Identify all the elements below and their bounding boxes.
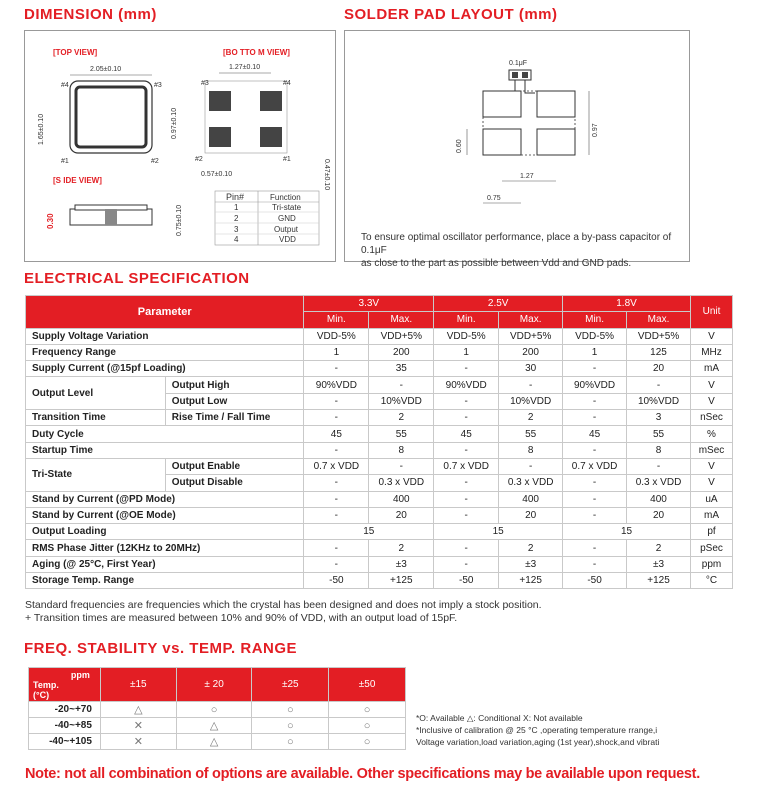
ppm-label: ppm <box>70 669 90 680</box>
value-cell: 0.7 x VDD <box>434 458 499 474</box>
value-cell: +125 <box>369 573 434 589</box>
unit-cell: V <box>690 393 732 409</box>
parameter-cell: Duty Cycle <box>26 426 304 442</box>
top-view-lid <box>76 87 146 147</box>
unit-cell: °C <box>690 573 732 589</box>
parameter-cell: Aging (@ 25°C, First Year) <box>26 556 304 572</box>
value-cell: - <box>563 556 627 572</box>
solder-pad-panel <box>344 30 690 269</box>
pin2-label: #2 <box>151 158 159 165</box>
table-row <box>29 718 406 734</box>
value-cell: +125 <box>627 573 691 589</box>
bottom-pin1-label: #1 <box>283 156 291 163</box>
parameter-cell: Output Level <box>26 377 166 410</box>
unit-cell: pf <box>690 524 732 540</box>
pin-row-pin: 1 <box>234 203 239 212</box>
stability-col-header: ±15 <box>100 668 176 702</box>
unit-cell: mSec <box>690 442 732 458</box>
value-cell: - <box>434 475 499 491</box>
table-row <box>26 377 733 393</box>
side-height-2-dim: 0.75±0.10 <box>176 204 183 236</box>
availability-cell: ○ <box>176 702 252 718</box>
pin-row-func: Tri-state <box>272 203 302 212</box>
value-cell: - <box>434 491 499 507</box>
value-cell: 2 <box>499 540 563 556</box>
unit-cell: uA <box>690 491 732 507</box>
value-cell: 400 <box>627 491 691 507</box>
parameter-cell: Stand by Current (@OE Mode) <box>26 507 304 523</box>
stability-col-header: ±25 <box>252 668 329 702</box>
value-cell: - <box>434 410 499 426</box>
value-cell: 8 <box>369 442 434 458</box>
dimension-panel <box>24 30 336 262</box>
unit-cell: MHz <box>690 344 732 360</box>
value-cell: 3 <box>627 410 691 426</box>
value-cell: 45 <box>563 426 627 442</box>
solder-w1-dim: 1.27 <box>520 173 534 180</box>
value-cell: ±3 <box>369 556 434 572</box>
freq-stability-heading: FREQ. STABILITY vs. TEMP. RANGE <box>24 640 298 657</box>
table-row <box>26 410 733 426</box>
value-cell: 20 <box>499 507 563 523</box>
value-cell: 125 <box>627 344 691 360</box>
value-cell: 0.3 x VDD <box>627 475 691 491</box>
table-row <box>26 524 733 540</box>
table-row <box>26 442 733 458</box>
value-cell: 2 <box>627 540 691 556</box>
bottom-view-label: [BO TTO M VIEW] <box>223 48 290 57</box>
value-cell: 35 <box>369 361 434 377</box>
bypass-note-line1: To ensure optimal oscillator performance, place a by-pass capacitor of 0.1μF <box>361 232 672 256</box>
value-cell: - <box>434 556 499 572</box>
availability-cell: ○ <box>252 702 329 718</box>
unit-header: Unit <box>690 296 732 329</box>
value-cell: 45 <box>304 426 369 442</box>
unit-cell: % <box>690 426 732 442</box>
parameter-cell: Output Loading <box>26 524 304 540</box>
bottom-pad-h-dim: 0.47±0.10 <box>323 159 330 191</box>
value-cell: ±3 <box>499 556 563 572</box>
bottom-pad-w-dim: 0.57±0.10 <box>201 171 233 178</box>
table-row <box>26 573 733 589</box>
availability-cell: ○ <box>329 702 406 718</box>
solder-pad-1 <box>537 129 575 155</box>
top-height-dim: 1.65±0.10 <box>38 113 45 145</box>
function-header: Function <box>270 193 301 202</box>
dimension-drawing <box>25 31 337 263</box>
value-cell: 55 <box>627 426 691 442</box>
pad-4 <box>209 91 231 111</box>
table-row <box>26 344 733 360</box>
value-cell: 8 <box>499 442 563 458</box>
bottom-pin2-label: #2 <box>195 156 203 163</box>
value-cell: - <box>563 442 627 458</box>
electrical-spec-table <box>25 295 733 589</box>
standard-freq-note: Standard frequencies are frequencies which the crystal has been designed and does not imply a stock position. <box>25 599 542 611</box>
value-cell: VDD+5% <box>369 328 434 344</box>
bottom-pin4-label: #4 <box>283 80 291 87</box>
value-cell: 1 <box>304 344 369 360</box>
value-cell: - <box>434 507 499 523</box>
table-row <box>29 734 406 750</box>
value-cell: 1 <box>434 344 499 360</box>
value-cell: -50 <box>304 573 369 589</box>
value-cell: - <box>563 475 627 491</box>
value-cell: 200 <box>499 344 563 360</box>
value-cell: 400 <box>369 491 434 507</box>
unit-cell: mA <box>690 507 732 523</box>
availability-cell: ○ <box>252 718 329 734</box>
value-cell: - <box>627 458 691 474</box>
value-cell: 1 <box>563 344 627 360</box>
stability-col-header: ± 20 <box>176 668 252 702</box>
temp-range-cell: -20~+70 <box>29 702 101 718</box>
value-cell: 20 <box>627 361 691 377</box>
electrical-heading: ELECTRICAL SPECIFICATION <box>24 270 250 287</box>
temp-label: Temp. <box>33 679 59 690</box>
value-cell: -50 <box>563 573 627 589</box>
value-cell: - <box>563 410 627 426</box>
solder-pad-4 <box>483 91 521 117</box>
pin-row-pin: 3 <box>234 225 239 234</box>
value-cell: 400 <box>499 491 563 507</box>
parameter-cell: Stand by Current (@PD Mode) <box>26 491 304 507</box>
value-cell: - <box>304 491 369 507</box>
value-cell: 0.7 x VDD <box>563 458 627 474</box>
value-cell: - <box>434 540 499 556</box>
pin-header: Pin# <box>226 192 245 202</box>
options-note: Note: not all combination of options are available. Other specifications may be available upon request. <box>25 766 700 782</box>
value-cell: +125 <box>499 573 563 589</box>
value-cell: 0.7 x VDD <box>304 458 369 474</box>
value-cell: - <box>304 540 369 556</box>
availability-cell: ✕ <box>100 718 176 734</box>
pin-row-func: Output <box>274 225 299 234</box>
value-cell: 10%VDD <box>627 393 691 409</box>
unit-cell: V <box>690 475 732 491</box>
sub-parameter-cell: Rise Time / Fall Time <box>165 410 304 426</box>
value-cell: 200 <box>369 344 434 360</box>
unit-cell: nSec <box>690 410 732 426</box>
transition-note: + Transition times are measured between 10% and 90% of VDD, with an output load of 15pF. <box>25 612 458 624</box>
pin-row-pin: 4 <box>234 235 239 244</box>
voltage-header: 2.5V <box>434 296 563 312</box>
pin1-label: #1 <box>61 158 69 165</box>
value-cell: 15 <box>563 524 691 540</box>
value-cell: 15 <box>434 524 563 540</box>
value-cell: - <box>563 393 627 409</box>
availability-cell: △ <box>100 702 176 718</box>
top-view-label: [TOP VIEW] <box>53 48 98 57</box>
value-cell: - <box>499 377 563 393</box>
parameter-cell: Tri-State <box>26 458 166 491</box>
value-cell: - <box>304 507 369 523</box>
parameter-cell: Storage Temp. Range <box>26 573 304 589</box>
value-cell: 2 <box>369 410 434 426</box>
value-cell: VDD-5% <box>563 328 627 344</box>
solder-pad-3 <box>537 91 575 117</box>
value-cell: 10%VDD <box>369 393 434 409</box>
value-cell: ±3 <box>627 556 691 572</box>
max-header: Max. <box>369 312 434 328</box>
sub-parameter-cell: Output Low <box>165 393 304 409</box>
value-cell: - <box>627 377 691 393</box>
availability-cell: ○ <box>252 734 329 750</box>
value-cell: - <box>434 442 499 458</box>
side-view-label: [S IDE VIEW] <box>53 176 102 185</box>
availability-cell: ○ <box>329 734 406 750</box>
max-header: Max. <box>499 312 563 328</box>
pin-function-table <box>215 191 319 245</box>
value-cell: VDD-5% <box>304 328 369 344</box>
bottom-height-dim: 0.97±0.10 <box>171 107 178 139</box>
solder-pad-heading: SOLDER PAD LAYOUT (mm) <box>344 6 558 23</box>
dimension-heading: DIMENSION (mm) <box>24 6 157 23</box>
sub-parameter-cell: Output Disable <box>165 475 304 491</box>
value-cell: 2 <box>369 540 434 556</box>
side-view-pad <box>105 209 117 225</box>
value-cell: - <box>304 410 369 426</box>
pad-3 <box>260 91 282 111</box>
freq-footnote-line2: *Inclusive of calibration @ 25 °C ,operating temperature rrange,i <box>416 725 658 735</box>
pin-row-func: VDD <box>279 235 296 244</box>
unit-cell: V <box>690 377 732 393</box>
temp-range-cell: -40~+85 <box>29 718 101 734</box>
pin4-label: #4 <box>61 82 69 89</box>
table-row <box>26 328 733 344</box>
side-height-1-dim: 0.30 <box>46 213 55 229</box>
unit-cell: V <box>690 458 732 474</box>
parameter-cell: Startup Time <box>26 442 304 458</box>
pin-row-func: GND <box>278 214 296 223</box>
voltage-header: 1.8V <box>563 296 691 312</box>
value-cell: - <box>369 377 434 393</box>
freq-footnote-line3: Voltage variation,load variation,aging (1st year),shock,and vibrati <box>416 737 660 747</box>
availability-cell: ✕ <box>100 734 176 750</box>
min-header: Min. <box>304 312 369 328</box>
table-row <box>29 702 406 718</box>
value-cell: 20 <box>627 507 691 523</box>
value-cell: 15 <box>304 524 434 540</box>
solder-h1-dim: 0.60 <box>456 139 463 153</box>
freq-footnote <box>416 712 659 748</box>
max-header: Max. <box>627 312 691 328</box>
bottom-pin3-label: #3 <box>201 80 209 87</box>
stability-col-header: ±50 <box>329 668 406 702</box>
parameter-header: Parameter <box>26 296 304 329</box>
value-cell: 30 <box>499 361 563 377</box>
value-cell: 8 <box>627 442 691 458</box>
availability-cell: ○ <box>329 718 406 734</box>
solder-h2-dim: 0.97 <box>592 123 599 137</box>
value-cell: - <box>563 540 627 556</box>
unit-cell: pSec <box>690 540 732 556</box>
parameter-cell: Frequency Range <box>26 344 304 360</box>
min-header: Min. <box>434 312 499 328</box>
table-row <box>26 556 733 572</box>
value-cell: 90%VDD <box>563 377 627 393</box>
value-cell: - <box>563 491 627 507</box>
bypass-note-line2: as close to the part as possible between Vdd and GND pads. <box>361 258 632 269</box>
pad-2 <box>209 127 231 147</box>
min-header: Min. <box>563 312 627 328</box>
availability-cell: △ <box>176 718 252 734</box>
value-cell: 0.3 x VDD <box>499 475 563 491</box>
value-cell: 55 <box>499 426 563 442</box>
unit-cell: V <box>690 328 732 344</box>
value-cell: 55 <box>369 426 434 442</box>
table-row <box>26 491 733 507</box>
table-row <box>26 458 733 474</box>
table-row <box>26 507 733 523</box>
table-row <box>26 361 733 377</box>
value-cell: 10%VDD <box>499 393 563 409</box>
pin3-label: #3 <box>154 82 162 89</box>
parameter-cell: Supply Voltage Variation <box>26 328 304 344</box>
value-cell: - <box>434 361 499 377</box>
pin-row-pin: 2 <box>234 214 239 223</box>
value-cell: - <box>304 556 369 572</box>
value-cell: - <box>304 361 369 377</box>
unit-cell: ppm <box>690 556 732 572</box>
solder-w2-dim: 0.75 <box>487 195 501 202</box>
value-cell: - <box>369 458 434 474</box>
pad-1 <box>260 127 282 147</box>
top-width-dim: 2.05±0.10 <box>90 66 122 73</box>
value-cell: 20 <box>369 507 434 523</box>
temp-ppm-header <box>29 668 101 702</box>
solder-pad-2 <box>483 129 521 155</box>
voltage-header: 3.3V <box>304 296 434 312</box>
freq-stability-table <box>28 667 406 750</box>
bottom-pitch-dim: 1.27±0.10 <box>229 64 261 71</box>
value-cell: - <box>304 442 369 458</box>
value-cell: VDD-5% <box>434 328 499 344</box>
value-cell: - <box>499 458 563 474</box>
unit-cell: mA <box>690 361 732 377</box>
parameter-cell: Supply Current (@15pf Loading) <box>26 361 304 377</box>
value-cell: 90%VDD <box>434 377 499 393</box>
value-cell: - <box>563 361 627 377</box>
temp-unit-label: (°C) <box>33 689 50 700</box>
value-cell: VDD+5% <box>499 328 563 344</box>
value-cell: 0.3 x VDD <box>369 475 434 491</box>
value-cell: - <box>304 393 369 409</box>
parameter-cell: Transition Time <box>26 410 166 426</box>
value-cell: - <box>304 475 369 491</box>
availability-cell: △ <box>176 734 252 750</box>
parameter-cell: RMS Phase Jitter (12KHz to 20MHz) <box>26 540 304 556</box>
value-cell: - <box>563 507 627 523</box>
sub-parameter-cell: Output High <box>165 377 304 393</box>
capacitor-label: 0.1μF <box>509 60 528 67</box>
value-cell: 2 <box>499 410 563 426</box>
bypass-note <box>361 231 689 270</box>
value-cell: - <box>434 393 499 409</box>
spec-table-body <box>26 328 733 589</box>
value-cell: VDD+5% <box>627 328 691 344</box>
solder-pad-drawing <box>345 31 691 221</box>
table-row <box>26 426 733 442</box>
temp-range-cell: -40~+105 <box>29 734 101 750</box>
value-cell: 45 <box>434 426 499 442</box>
value-cell: -50 <box>434 573 499 589</box>
value-cell: 90%VDD <box>304 377 369 393</box>
table-row <box>26 540 733 556</box>
freq-footnote-line1: *O: Available △: Conditional X: Not available <box>416 713 583 723</box>
sub-parameter-cell: Output Enable <box>165 458 304 474</box>
